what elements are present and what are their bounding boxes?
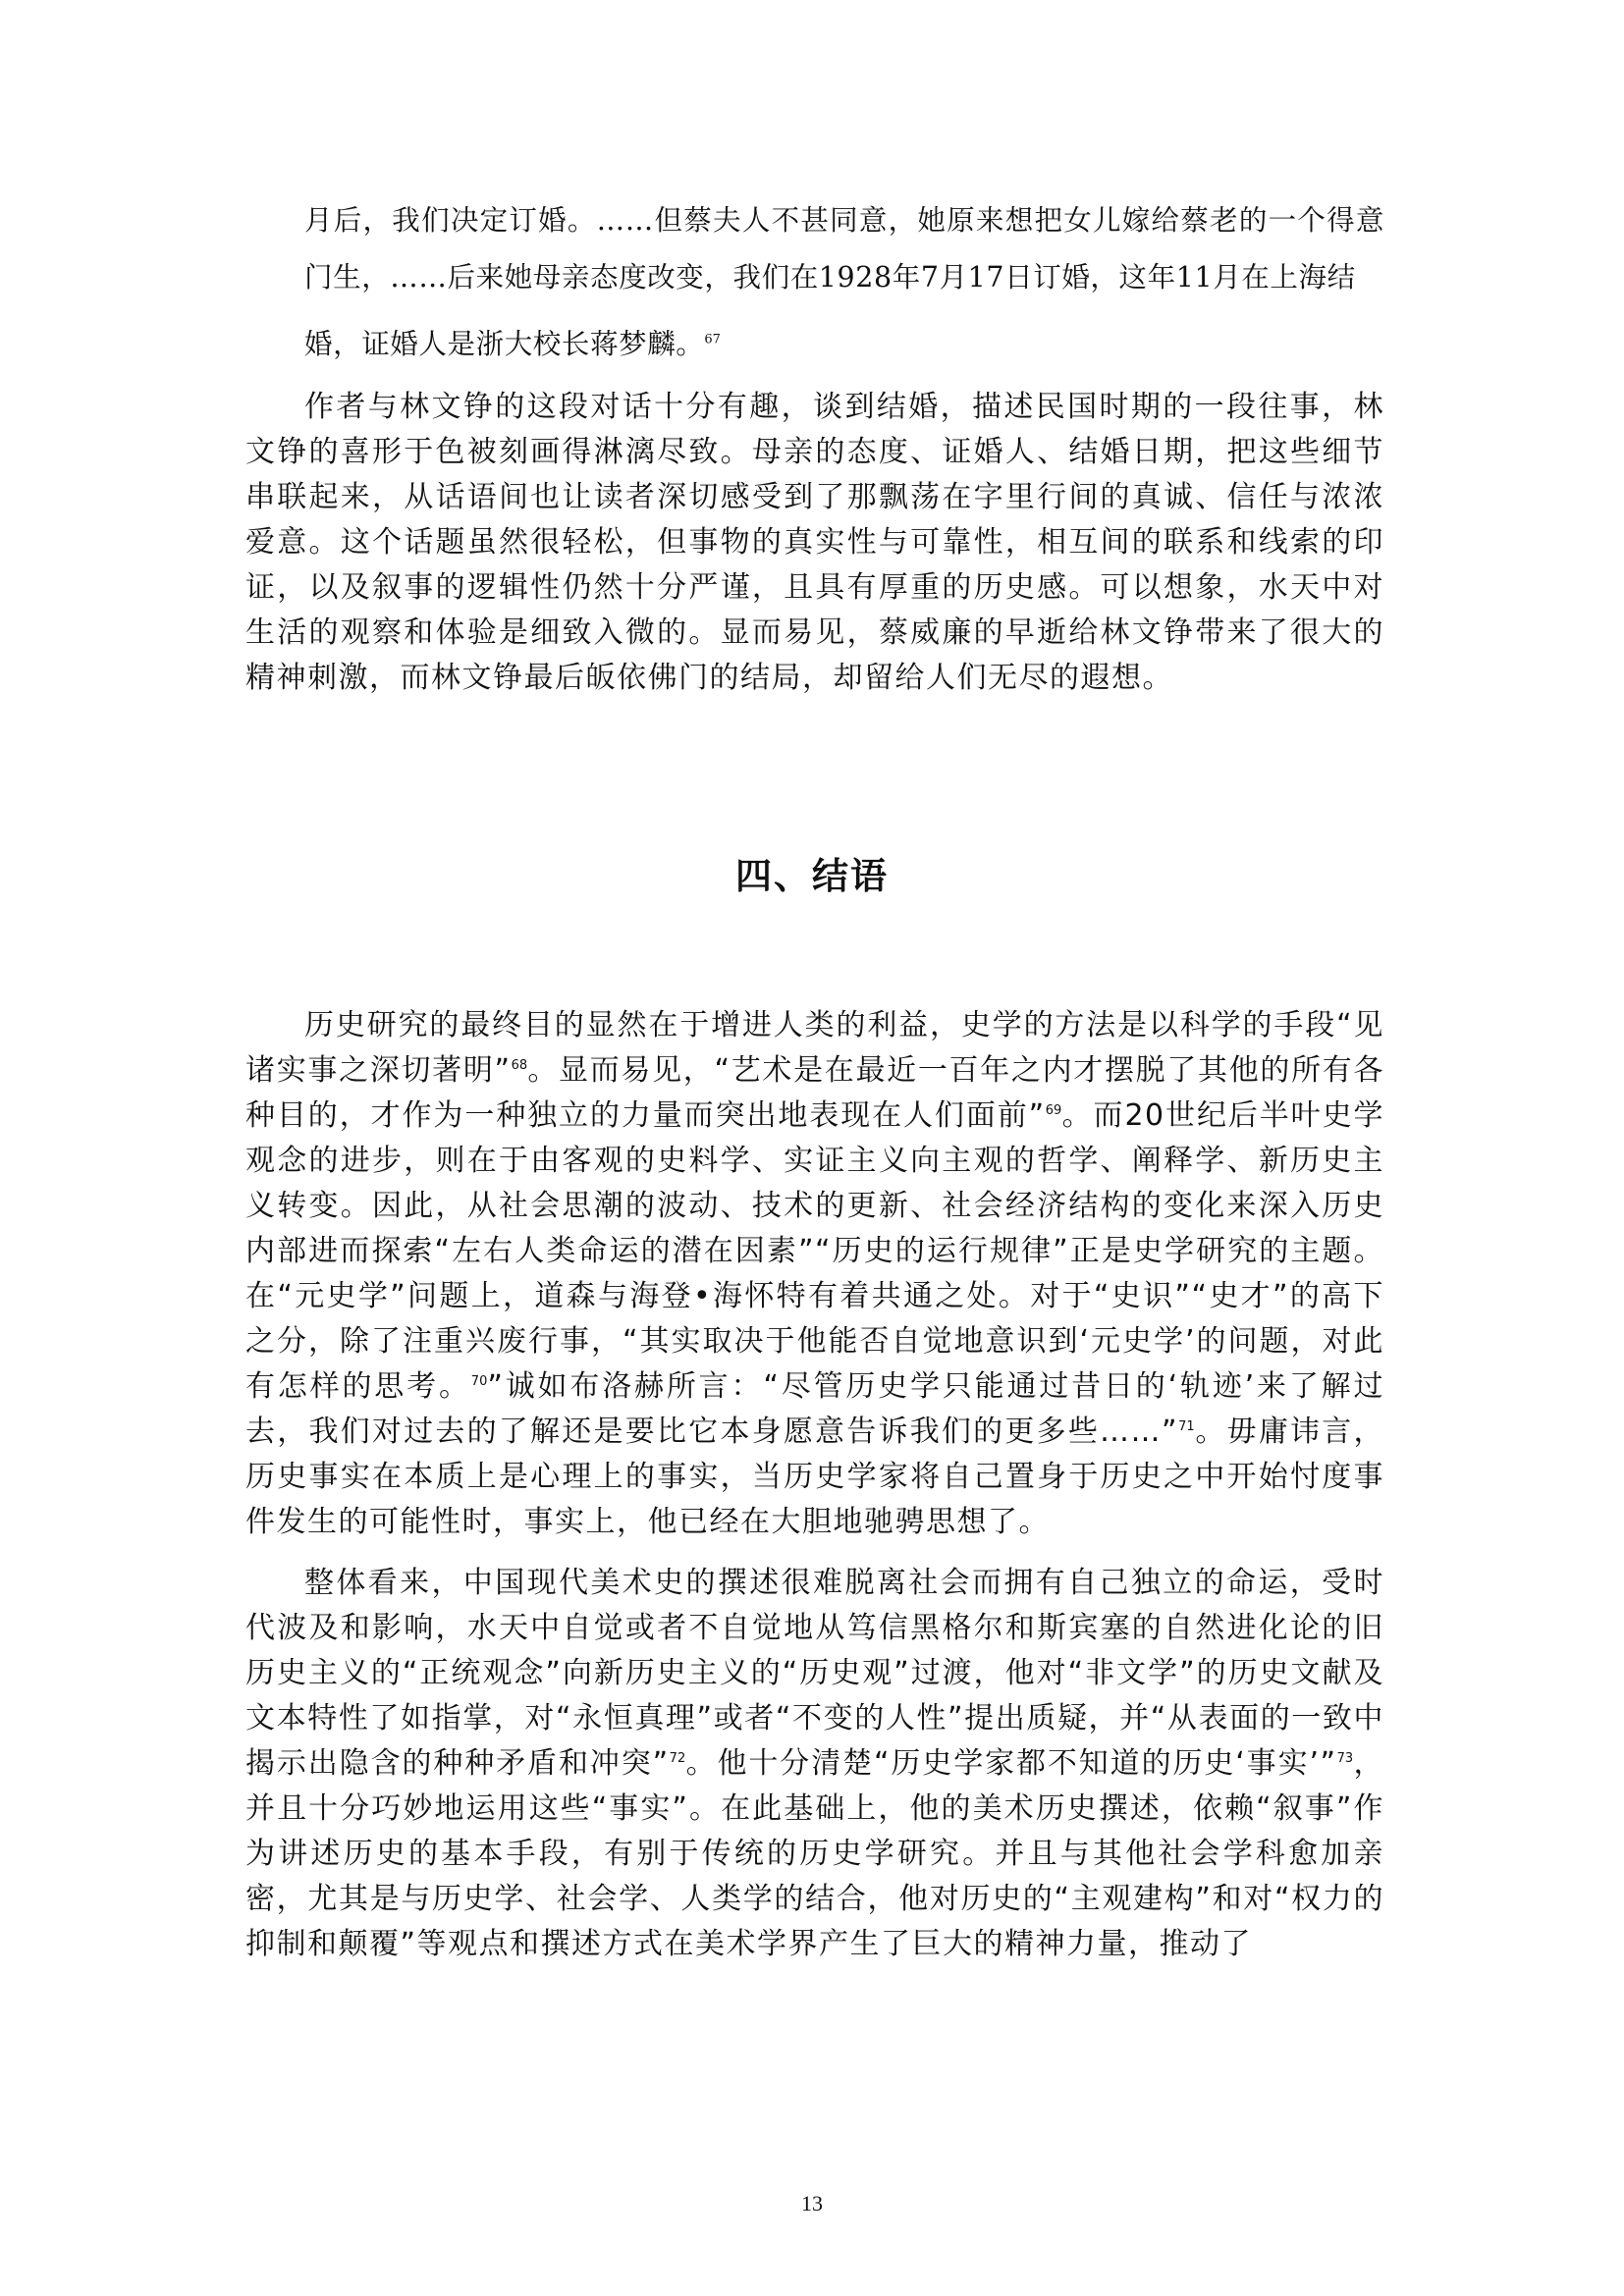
paragraph-span: 。显而易见，“艺术是在最近一百年之内才摆脱了其他的所有各种目的，才作为一种独立的力量而突出地表现在人们面前” [245, 1053, 1385, 1133]
section-heading: 四、结语 [735, 855, 889, 897]
footnote-ref-69[interactable]: 69 [1045, 1103, 1062, 1118]
body-paragraph-2 [245, 1003, 1384, 1545]
paragraph-span: 历史研究的最终目的显然在于增进人类的利益，史学的方法是以科学的手段“见诸实事之深切著明” [245, 1008, 1384, 1088]
body-section-conclusion [245, 1003, 1384, 1967]
paragraph-span: 整体看来，中国现代美术史的撰述很难脱离社会而拥有自己独立的命运，受时代波及和影响，水天中自觉或者不自觉地从笃信黑格尔和斯宾塞的自然进化论的旧历史主义的“正统观念”向新历史主义的“历史观”过渡，他对“非文学”的历史文献及文本特性了如指掌，对“永恒真理”或者“不变的人性”提出质疑，并“从表面的一致中揭示出隐含的种种矛盾和冲突” [245, 1566, 1384, 1781]
quote-text-2-body: 婚，证婚人是浙大校长蒋梦麟。 [304, 328, 705, 360]
paragraph-span: 。毋庸讳言，历史事实在本质上是心理上的事实，当历史学家将自己置身于历史之中开始忖度事件发生的可能性时，事实上，他已经在大胆地驰骋思想了。 [245, 1415, 1385, 1539]
body-paragraph-1 [245, 385, 1384, 701]
footnote-ref-72[interactable]: 72 [669, 1751, 686, 1766]
paragraph-span: ，并且十分巧妙地运用这些“事实”。在此基础上，他的美术历史撰述，依赖“叙事”作为讲述历史的基本手段，有别于传统的历史学研究。并且与其他社会学科愈加亲密，尤其是与历史学、社会学、人类学的结合，他对历史的“主观建构”和对“权力的抑制和颠覆”等观点和撰述方式在美术学界产生了巨大的精神力量，推动了 [245, 1746, 1385, 1961]
footnote-ref-68[interactable]: 68 [511, 1058, 528, 1073]
footnote-ref-73[interactable]: 73 [1336, 1751, 1354, 1766]
quote-text-2 [304, 316, 1384, 373]
body-paragraph-3 [245, 1561, 1384, 1967]
quote-text-1: 月后，我们决定订婚。……但蔡夫人不甚同意，她原来想把女儿嫁给蔡老的一个得意门生，……后来她母亲态度改变，我们在1928年7月17日订婚，这年11月在上海结 [304, 204, 1384, 294]
footnote-ref-67[interactable]: 67 [704, 332, 721, 347]
paragraph-span: ”诚如布洛赫所言：“尽管历史学只能通过昔日的‘轨迹’来了解过去，我们对过去的了解还是要比它本身愿意告诉我们的更多些……” [245, 1369, 1385, 1449]
block-quote [304, 192, 1384, 373]
paragraph-span: 。他十分清楚“历史学家都不知道的历史‘事实’” [685, 1746, 1337, 1781]
paragraph-span: 。而20世纪后半叶史学观念的进步，则在于由客观的史料学、实证主义向主观的哲学、阐释学、新历史主义转变。因此，从社会思潮的波动、技术的更新、社会经济结构的变化来深入历史内部进而探索“左右人类命运的潜在因素”“历史的运行规律”正是史学研究的主题。在“元史学”问题上，道森与海登•海怀特有着共通之处。对于“史识”“史才”的高下之分，除了注重兴废行事，“其实取决于他能否自觉地意识到‘元史学’的问题，对此有怎样的思考。 [245, 1098, 1384, 1404]
page-number: 13 [801, 2191, 823, 2216]
footnote-ref-70[interactable]: 70 [470, 1374, 488, 1389]
paragraph-text: 作者与林文铮的这段对话十分有趣，谈到结婚，描述民国时期的一段往事，林文铮的喜形于色被刻画得淋漓尽致。母亲的态度、证婚人、结婚日期，把这些细节串联起来，从话语间也让读者深切感受到了那飘荡在字里行间的真诚、信任与浓浓爱意。这个话题虽然很轻松，但事物的真实性与可靠性，相互间的联系和线索的印证，以及叙事的逻辑性仍然十分严谨，且具有厚重的历史感。可以想象，水天中对生活的观察和体验是细致入微的。显而易见，蔡威廉的早逝给林文铮带来了很大的精神刺激，而林文铮最后皈依佛门的结局，却留给人们无尽的遐想。 [245, 390, 1384, 695]
footnote-ref-71[interactable]: 71 [1178, 1419, 1195, 1434]
